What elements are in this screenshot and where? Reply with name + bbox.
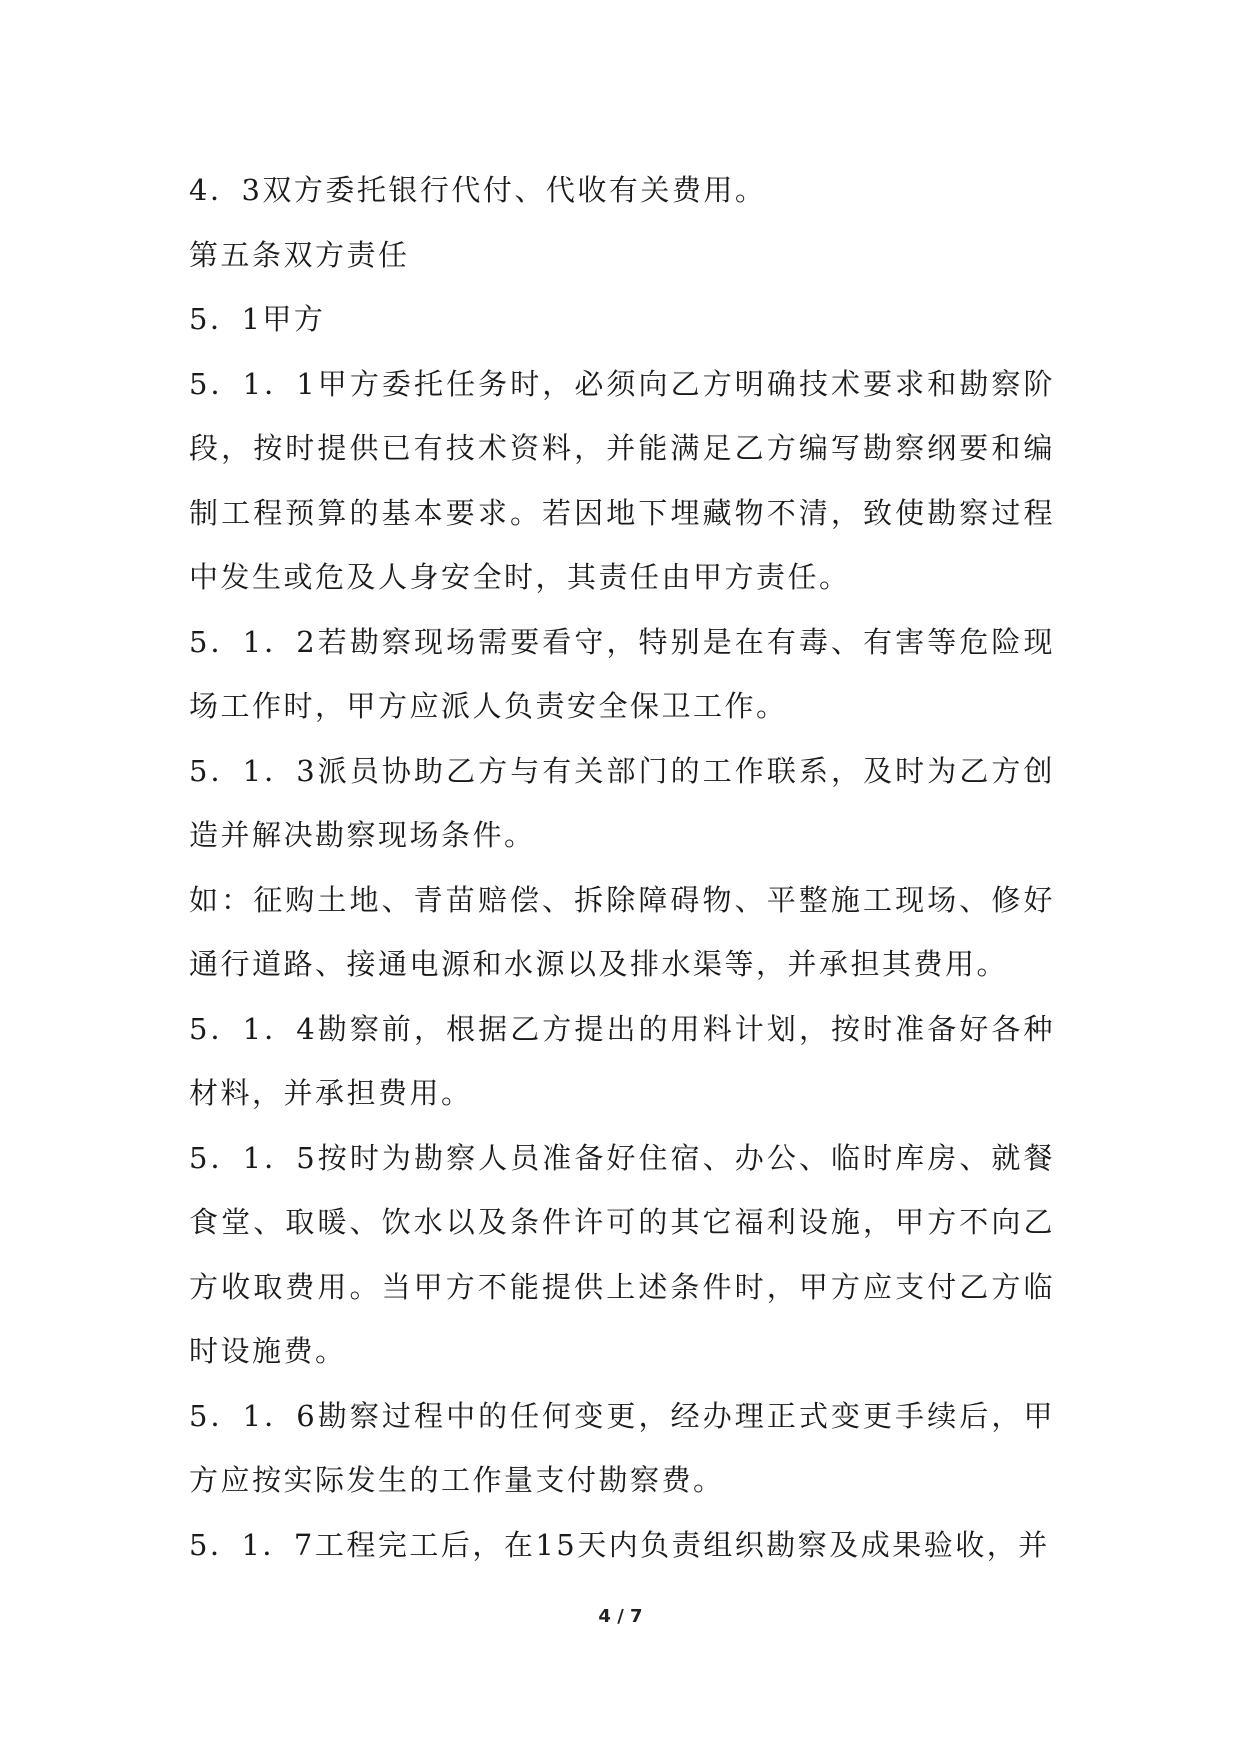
- paragraph-5-1-4: 5．1．4勘察前，根据乙方提出的用料计划，按时准备好各种材料，并承担费用。: [189, 1011, 1055, 1110]
- paragraph-5-1-3-example: 如：征购土地、青苗赔偿、拆除障碍物、平整施工现场、修好通行道路、接通电源和水源以及排水渠等，并承担其费用。: [189, 882, 1055, 981]
- paragraph-5-1: 5．1甲方: [189, 302, 326, 336]
- paragraph-5-1-7: 5．1．7工程完工后，在15天内负责组织勘察及成果验收，并: [189, 1527, 1050, 1562]
- paragraph-5-1-6: 5．1．6勘察过程中的任何变更，经办理正式变更手续后，甲方应按实际发生的工作量支付勘察费。: [189, 1398, 1055, 1497]
- paragraph-4-3: 4．3双方委托银行代付、代收有关费用。: [189, 173, 767, 207]
- paragraph-5-1-3: 5．1．3派员协助乙方与有关部门的工作联系，及时为乙方创造并解决勘察现场条件。: [189, 753, 1055, 852]
- section-heading-article-5: 第五条双方责任: [189, 237, 410, 272]
- paragraph-5-1-1: 5．1．1甲方委托任务时，必须向乙方明确技术要求和勘察阶段，按时提供已有技术资料，并能满足乙方编写勘察纲要和编制工程预算的基本要求。若因地下埋藏物不清，致使勘察过程中发生或危及人身安全时，其责任由甲方责任。: [189, 366, 1055, 594]
- paragraph-5-1-5: 5．1．5按时为勘察人员准备好住宿、办公、临时库房、就餐食堂、取暖、饮水以及条件许可的其它福利设施，甲方不向乙方收取费用。当甲方不能提供上述条件时，甲方应支付乙方临时设施费。: [189, 1140, 1055, 1368]
- page-number: 4 / 7: [598, 1606, 643, 1627]
- paragraph-5-1-2: 5．1．2若勘察现场需要看守，特别是在有毒、有害等危险现场工作时，甲方应派人负责安全保卫工作。: [189, 624, 1055, 723]
- document-body: [189, 158, 1055, 1577]
